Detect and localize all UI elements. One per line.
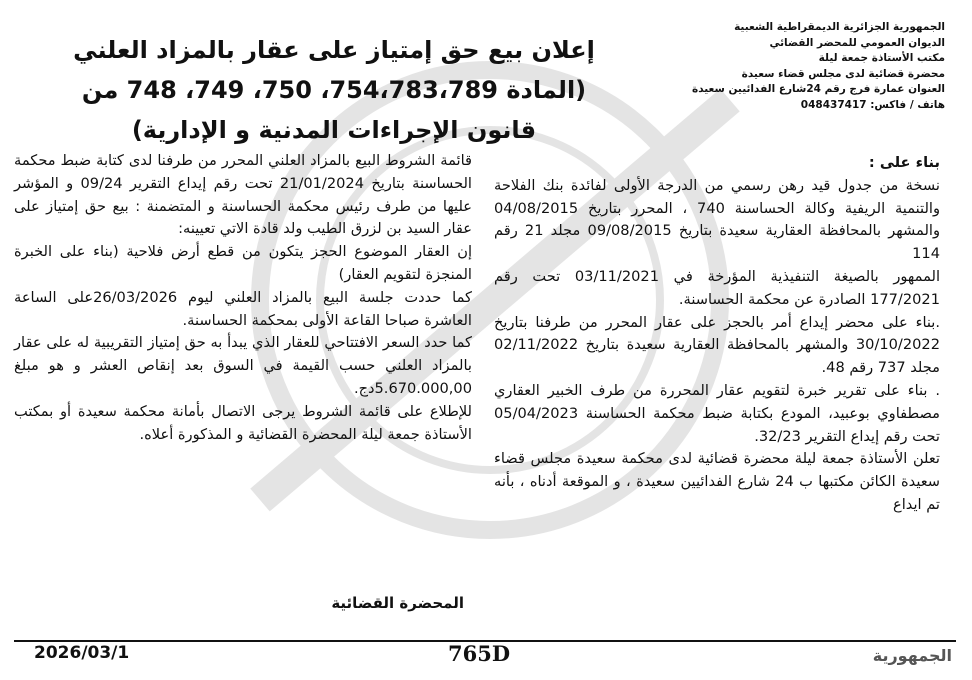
header-country-line: الجمهورية الجزائرية الديمقراطية الشعبية bbox=[734, 21, 945, 33]
paragraph: الممهور بالصيغة التنفيذية المؤرخة في 03/11/2021 تحت رقم 177/2021 الصادرة عن محكمة الحساسنة. bbox=[494, 267, 941, 308]
header-bailiff-line: محضرة قضائية لدى مجلس قضاء سعيدة bbox=[741, 67, 945, 80]
header-address-line: العنوان عمارة فرج رقم 24شارع الفدائيين سعيدة bbox=[692, 83, 945, 96]
title-line: إعلان بيع حق إمتياز على عقار بالمزاد العلني bbox=[73, 36, 595, 64]
signature-line: المحضرة القضائية bbox=[331, 594, 464, 612]
paragraph: إن العقار الموضوع الحجز يتكون من قطع أرض فلاحية (بناء على الخبرة المنجزة لتقويم العقار) bbox=[14, 243, 472, 283]
issue-date: 2026/03/1 bbox=[34, 643, 130, 663]
newspaper-logo: الجمهورية bbox=[872, 646, 952, 665]
left-text-column bbox=[14, 150, 472, 446]
ad-code: 765D bbox=[448, 641, 511, 666]
right-text-column bbox=[494, 152, 940, 517]
based-on-heading: بناء على : bbox=[868, 154, 940, 171]
paragraph: كما حدد السعر الافتتاحي للعقار الذي يبدأ به حق إمتياز التقريبية له على عقار بالمزاد العلني حسب القيمة في السوق بعد إنقاص العشر و هو مبلغ 5.670.000,00دج. bbox=[14, 334, 472, 397]
paragraph: تعلن الأستاذة جمعة ليلة محضرة قضائية لدى محكمة سعيدة مجلس قضاء سعيدة الكائن مكتبها ب 24 شارع الفدائيين سعيدة ، و الموقعة أدناه ، بأنه تم ايداع bbox=[494, 450, 941, 513]
issuer-header bbox=[660, 20, 945, 114]
header-phone-line: هاتف / فاكس: 048437417 bbox=[800, 98, 945, 111]
paragraph: للإطلاع على قائمة الشروط يرجى الاتصال بأمانة محكمة سعيدة أو بمكتب الأستاذة جمعة ليلة المحضرة القضائية و المذكورة أعلاه. bbox=[14, 402, 472, 443]
paragraph: قائمة الشروط البيع بالمزاد العلني المحرر من طرفنا لدى كتابة ضبط محكمة الحساسنة بتاريخ 21/01/2024 تحت رقم إيداع التقرير 09/24 و المؤشر عليها من طرف رئيس محكمة الحساسنة و المتضمنة : بيع حق إمتياز على عقار السيد بن لزرق الطيب ولد قادة الاتي تعيينه: bbox=[14, 152, 472, 238]
paragraph: . بناء على تقرير خبرة لتقويم عقار المحررة من طرف الخبير العقاري مصطفاوي بوعبيد، المودع بكتابة ضبط محكمة الحساسنة 05/04/2023 تحت رقم إيداع التقرير 32/23. bbox=[494, 381, 940, 445]
paragraph: .بناء على محضر إيداع أمر بالحجز على عقار المحرر من طرفنا بتاريخ 30/10/2022 والمشهر بالمحافظة العقارية سعيدة بتاريخ 02/11/2022 مجلد 737 رقم 48. bbox=[494, 313, 940, 377]
announcement-title bbox=[14, 30, 654, 150]
title-line: قانون الإجراءات المدنية و الإدارية) bbox=[131, 116, 537, 144]
paragraph: نسخة من جدول قيد رهن رسمي من الدرجة الأولى لفائدة بنك الفلاحة والتنمية الريفية وكالة الحساسنة 740 ، المحرر بتاريخ 04/08/2015 والمشهر بالمحافظة العقارية سعيدة بتاريخ 09/08/2015 مجلد 21 رقم 114 bbox=[494, 176, 941, 263]
header-bureau-line: مكتب الأستاذة جمعة ليلة bbox=[818, 52, 945, 65]
header-office-line: الديوان العمومي للمحضر القضائي bbox=[769, 36, 945, 49]
paragraph: كما حددت جلسة البيع بالمزاد العلني ليوم 26/03/2026على الساعة العاشرة صباحا القاعة الأولى بمحكمة الحساسنة. bbox=[14, 288, 473, 329]
title-line: (المادة 754،783،789، 750، 749، 748 من bbox=[81, 76, 587, 104]
